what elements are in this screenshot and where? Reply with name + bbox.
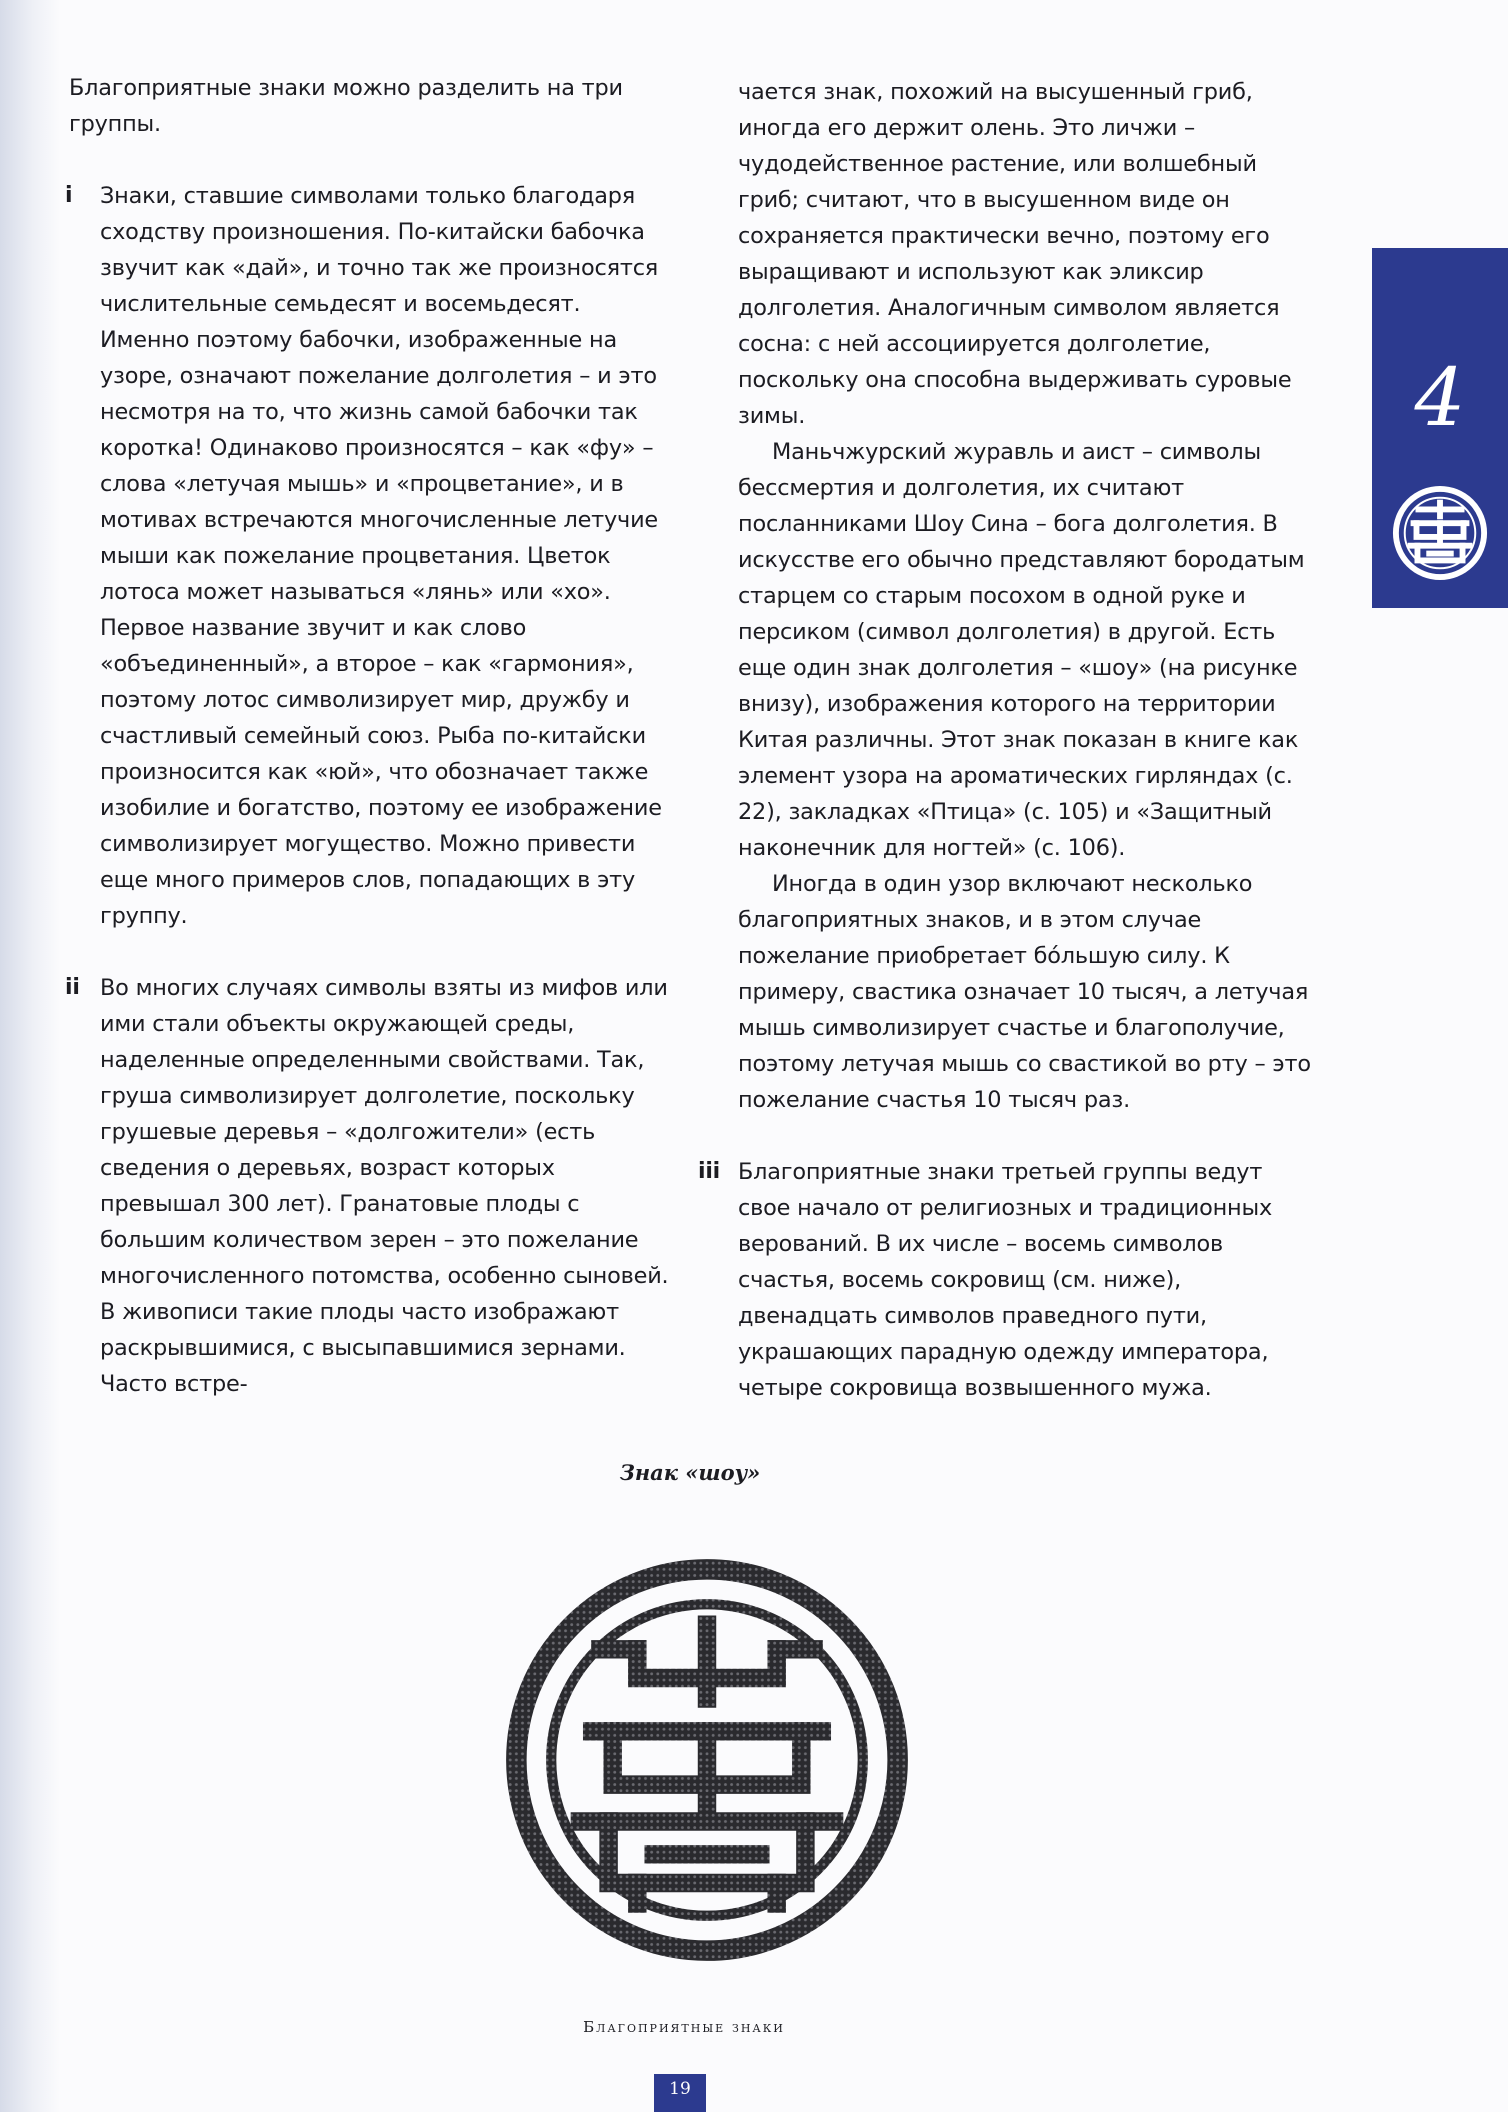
list-item-ii <box>65 970 669 1402</box>
figure-caption: Знак «шоу» <box>619 1460 761 1485</box>
list-item-iii <box>698 1154 1318 1406</box>
list-item-text: Благоприятные знаки третьей группы ведут свое начало от религиозных и традиционных верований. В их числе – восемь символов счастья, восемь сокровищ (см. ниже), двенадцать символов праведного пути, украшающих парадную одежду императора, четыре сокровища возвышенного мужа. <box>738 1159 1273 1401</box>
right-column <box>698 74 1318 1406</box>
chapter-tab <box>1372 248 1508 608</box>
chapter-number: 4 <box>1414 351 1466 444</box>
list-item-text: Знаки, ставшие символами только благодаря сходству произношения. По-китайски бабочка звучит как «дай», и точно так же произносятся числительные семьдесят и восемьдесят. Именно поэтому бабочки, изображенные на узоре, означают пожелание долголетия – и это несмотря на то, что жизнь самой бабочки так коротка! Одинаково произносятся – как «фу» – слова «летучая мышь» и «процветание», и в мотивах встречаются многочисленные летучие мыши как пожелание процветания. Цветок лотоса может называться «лянь» или «хо». Первое название звучит и как слово «объединенный», а второе – как «гармония», поэтому лотос символизирует мир, дружбу и счастливый семейный союз. Рыба по-китайски произносится как «юй», что обозначает также изобилие и богатство, поэтому ее изображение символизирует могущество. Можно привести еще много примеров слов, попадающих в эту группу. <box>100 183 662 929</box>
list-marker: ii <box>65 975 80 1000</box>
list-marker: i <box>65 183 73 208</box>
shou-symbol-icon <box>502 1555 912 1965</box>
paragraph: Маньчжурский журавль и аист – символы бессмертия и долголетия, их считают посланниками Шоу Сина – бога долголетия. В искусстве его обычно представляют бородатым старцем со старым посохом в одной руке и персиком (символ долголетия) в другой. Есть еще один знак долголетия – «шоу» (на рисунке внизу), изображения которого на территории Китая различны. Этот знак показан в книге как элемент узора на ароматических гирляндах (с. 22), закладках «Птица» (с. 105) и «Защитный наконечник для ногтей» (с. 106). <box>738 439 1305 861</box>
left-column <box>65 70 669 1402</box>
paragraph: чается знак, похожий на высушенный гриб, иногда его держит олень. Это личжи – чудодейственное растение, или волшебный гриб; считают, что в высушенном виде он сохраняется практически вечно, поэтому его выращивают и используют как эликсир долголетия. Аналогичным символом является сосна: с ней ассоциируется долголетие, поскольку она способна выдерживать суровые зимы. <box>738 79 1292 429</box>
list-marker: iii <box>698 1159 721 1184</box>
page-gutter-shadow <box>0 0 60 2112</box>
paragraph: Иногда в один узор включают несколько благоприятных знаков, и в этом случае пожелание приобретает бóльшую силу. К примеру, свастика означает 10 тысяч, а летучая мышь символизирует счастье и благополучие, поэтому летучая мышь со свастикой во рту – это пожелание счастья 10 тысяч раз. <box>738 871 1311 1113</box>
list-item-i <box>65 178 669 934</box>
page-number: 19 <box>654 2074 706 2112</box>
shou-symbol-icon <box>1391 484 1489 582</box>
intro-paragraph: Благоприятные знаки можно разделить на три группы. <box>69 75 623 137</box>
running-footer-title: Благоприятные знаки <box>583 2018 785 2036</box>
list-item-text: Во многих случаях символы взяты из мифов или ими стали объекты окружающей среды, наделенные определенными свойствами. Так, груша символизирует долголетие, поскольку грушевые деревья – «долгожители» (есть сведения о деревьях, возраст которых превышал 300 лет). Гранатовые плоды с большим количеством зерен – это пожелание многочисленного потомства, особенно сыновей. В живописи такие плоды часто изображают раскрывшимися, с высыпавшимися зернами. Часто встре- <box>100 975 669 1397</box>
